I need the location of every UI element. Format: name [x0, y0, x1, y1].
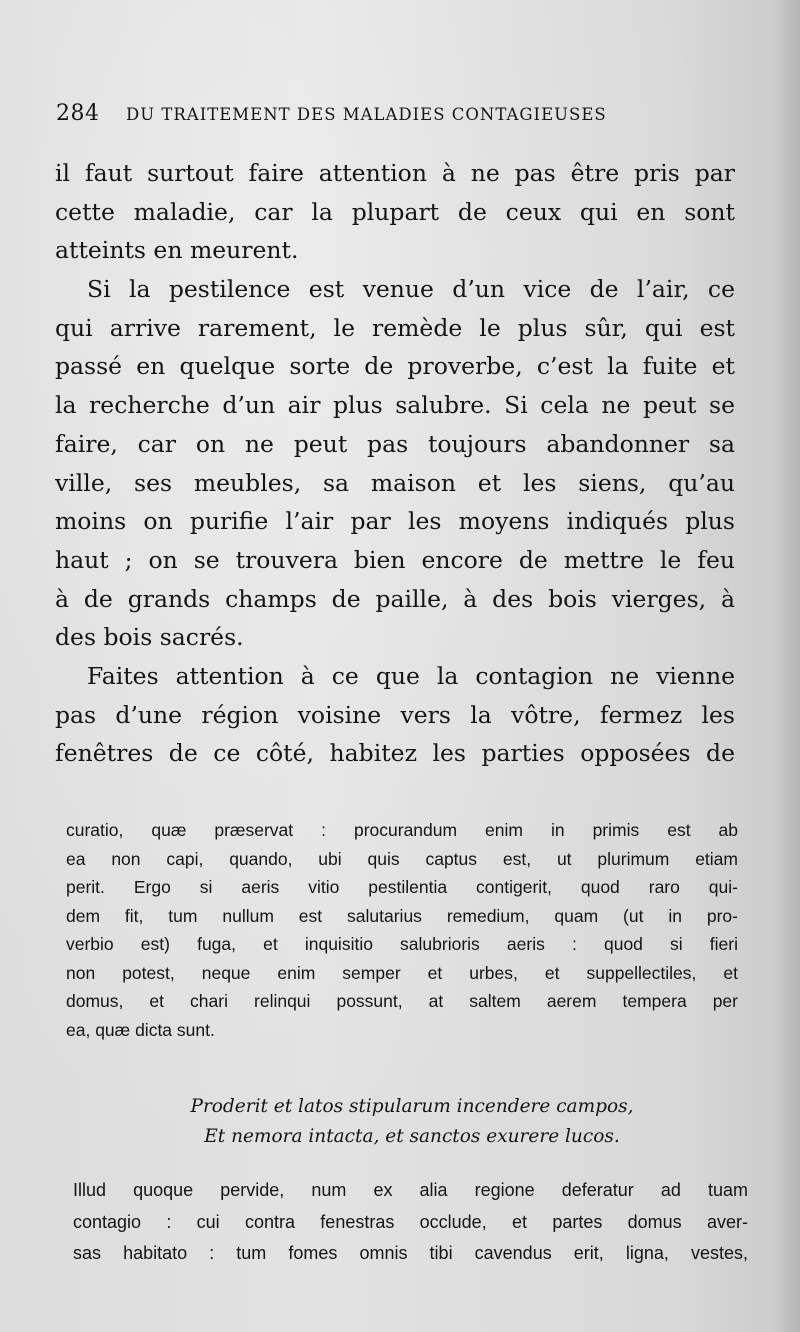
footnote-line: domus, et chari relinqui possunt, at saltem aerem tempera per [66, 991, 738, 1011]
text-line: cette maladie, car la plupart de ceux qui en sont [55, 197, 735, 226]
text-line: passé en quelque sorte de proverbe, c’est la fuite et [55, 352, 735, 381]
footnote-line: curatio, quæ præservat : procurandum enim in primis est ab [66, 820, 738, 840]
text-line: Si la pestilence est venue d’un vice de l’air, ce [87, 275, 735, 304]
text-line: des bois sacrés. [55, 623, 244, 652]
footnote-line: verbio est) fuga, et inquisitio salubrioris aeris : quod si fieri [66, 934, 738, 954]
text-line: qui arrive rarement, le remède le plus sûr, qui est [55, 313, 735, 342]
footnote-line: ea non capi, quando, ubi quis captus est, ut plurimum etiam [66, 848, 738, 869]
text-line: Faites attention à ce que la contagion ne vienne [87, 661, 735, 690]
footnote-line: dem fit, tum nullum est salutarius remedium, quam (ut in pro- [66, 905, 738, 926]
text-line: à de grands champs de paille, à des bois vierges, à [55, 584, 735, 613]
text-line: pas d’une région voisine vers la vôtre, fermez les [55, 700, 735, 729]
footnote-line: ea, quæ dicta sunt. [66, 1019, 215, 1040]
verse-line-2: Et nemora intacta, et sanctos exurere lucos. [204, 1126, 620, 1147]
text-line: la recherche d’un air plus salubre. Si cela ne peut se [55, 391, 735, 420]
page-number: 284 [56, 101, 100, 126]
text-line: haut ; on se trouvera bien encore de mettre le feu [55, 545, 735, 574]
running-title: DU TRAITEMENT DES MALADIES CONTAGIEUSES [126, 105, 607, 124]
text-line: faire, car on ne peut pas toujours abandonner sa [55, 429, 735, 458]
footnote-line: Illud quoque pervide, num ex alia regione deferatur ad tuam [73, 1180, 748, 1200]
footnote-line: sas habitato : tum fomes omnis tibi cavendus erit, ligna, vestes, [73, 1243, 748, 1263]
latin-footnote-continued [73, 1175, 748, 1270]
text-line: ville, ses meubles, sa maison et les siens, qu’au [55, 468, 735, 497]
footnote-line: perit. Ergo si aeris vitio pestilentia contigerit, quod raro qui- [66, 877, 738, 897]
page-header [56, 101, 756, 131]
latin-footnote [66, 816, 738, 1044]
text-line: atteints en meurent. [55, 236, 299, 265]
text-line: fenêtres de ce côté, habitez les parties opposées de [55, 739, 735, 768]
french-main-text [55, 154, 735, 773]
footnote-line: non potest, neque enim semper et urbes, et suppellectiles, et [66, 962, 738, 983]
text-line: il faut surtout faire attention à ne pas être pris par [55, 159, 735, 187]
verse-line-1: Proderit et latos stipularum incendere campos, [190, 1096, 634, 1117]
text-line: moins on purifie l’air par les moyens indiqués plus [55, 507, 735, 536]
footnote-line: contagio : cui contra fenestras occlude, et partes domus aver- [73, 1211, 748, 1232]
